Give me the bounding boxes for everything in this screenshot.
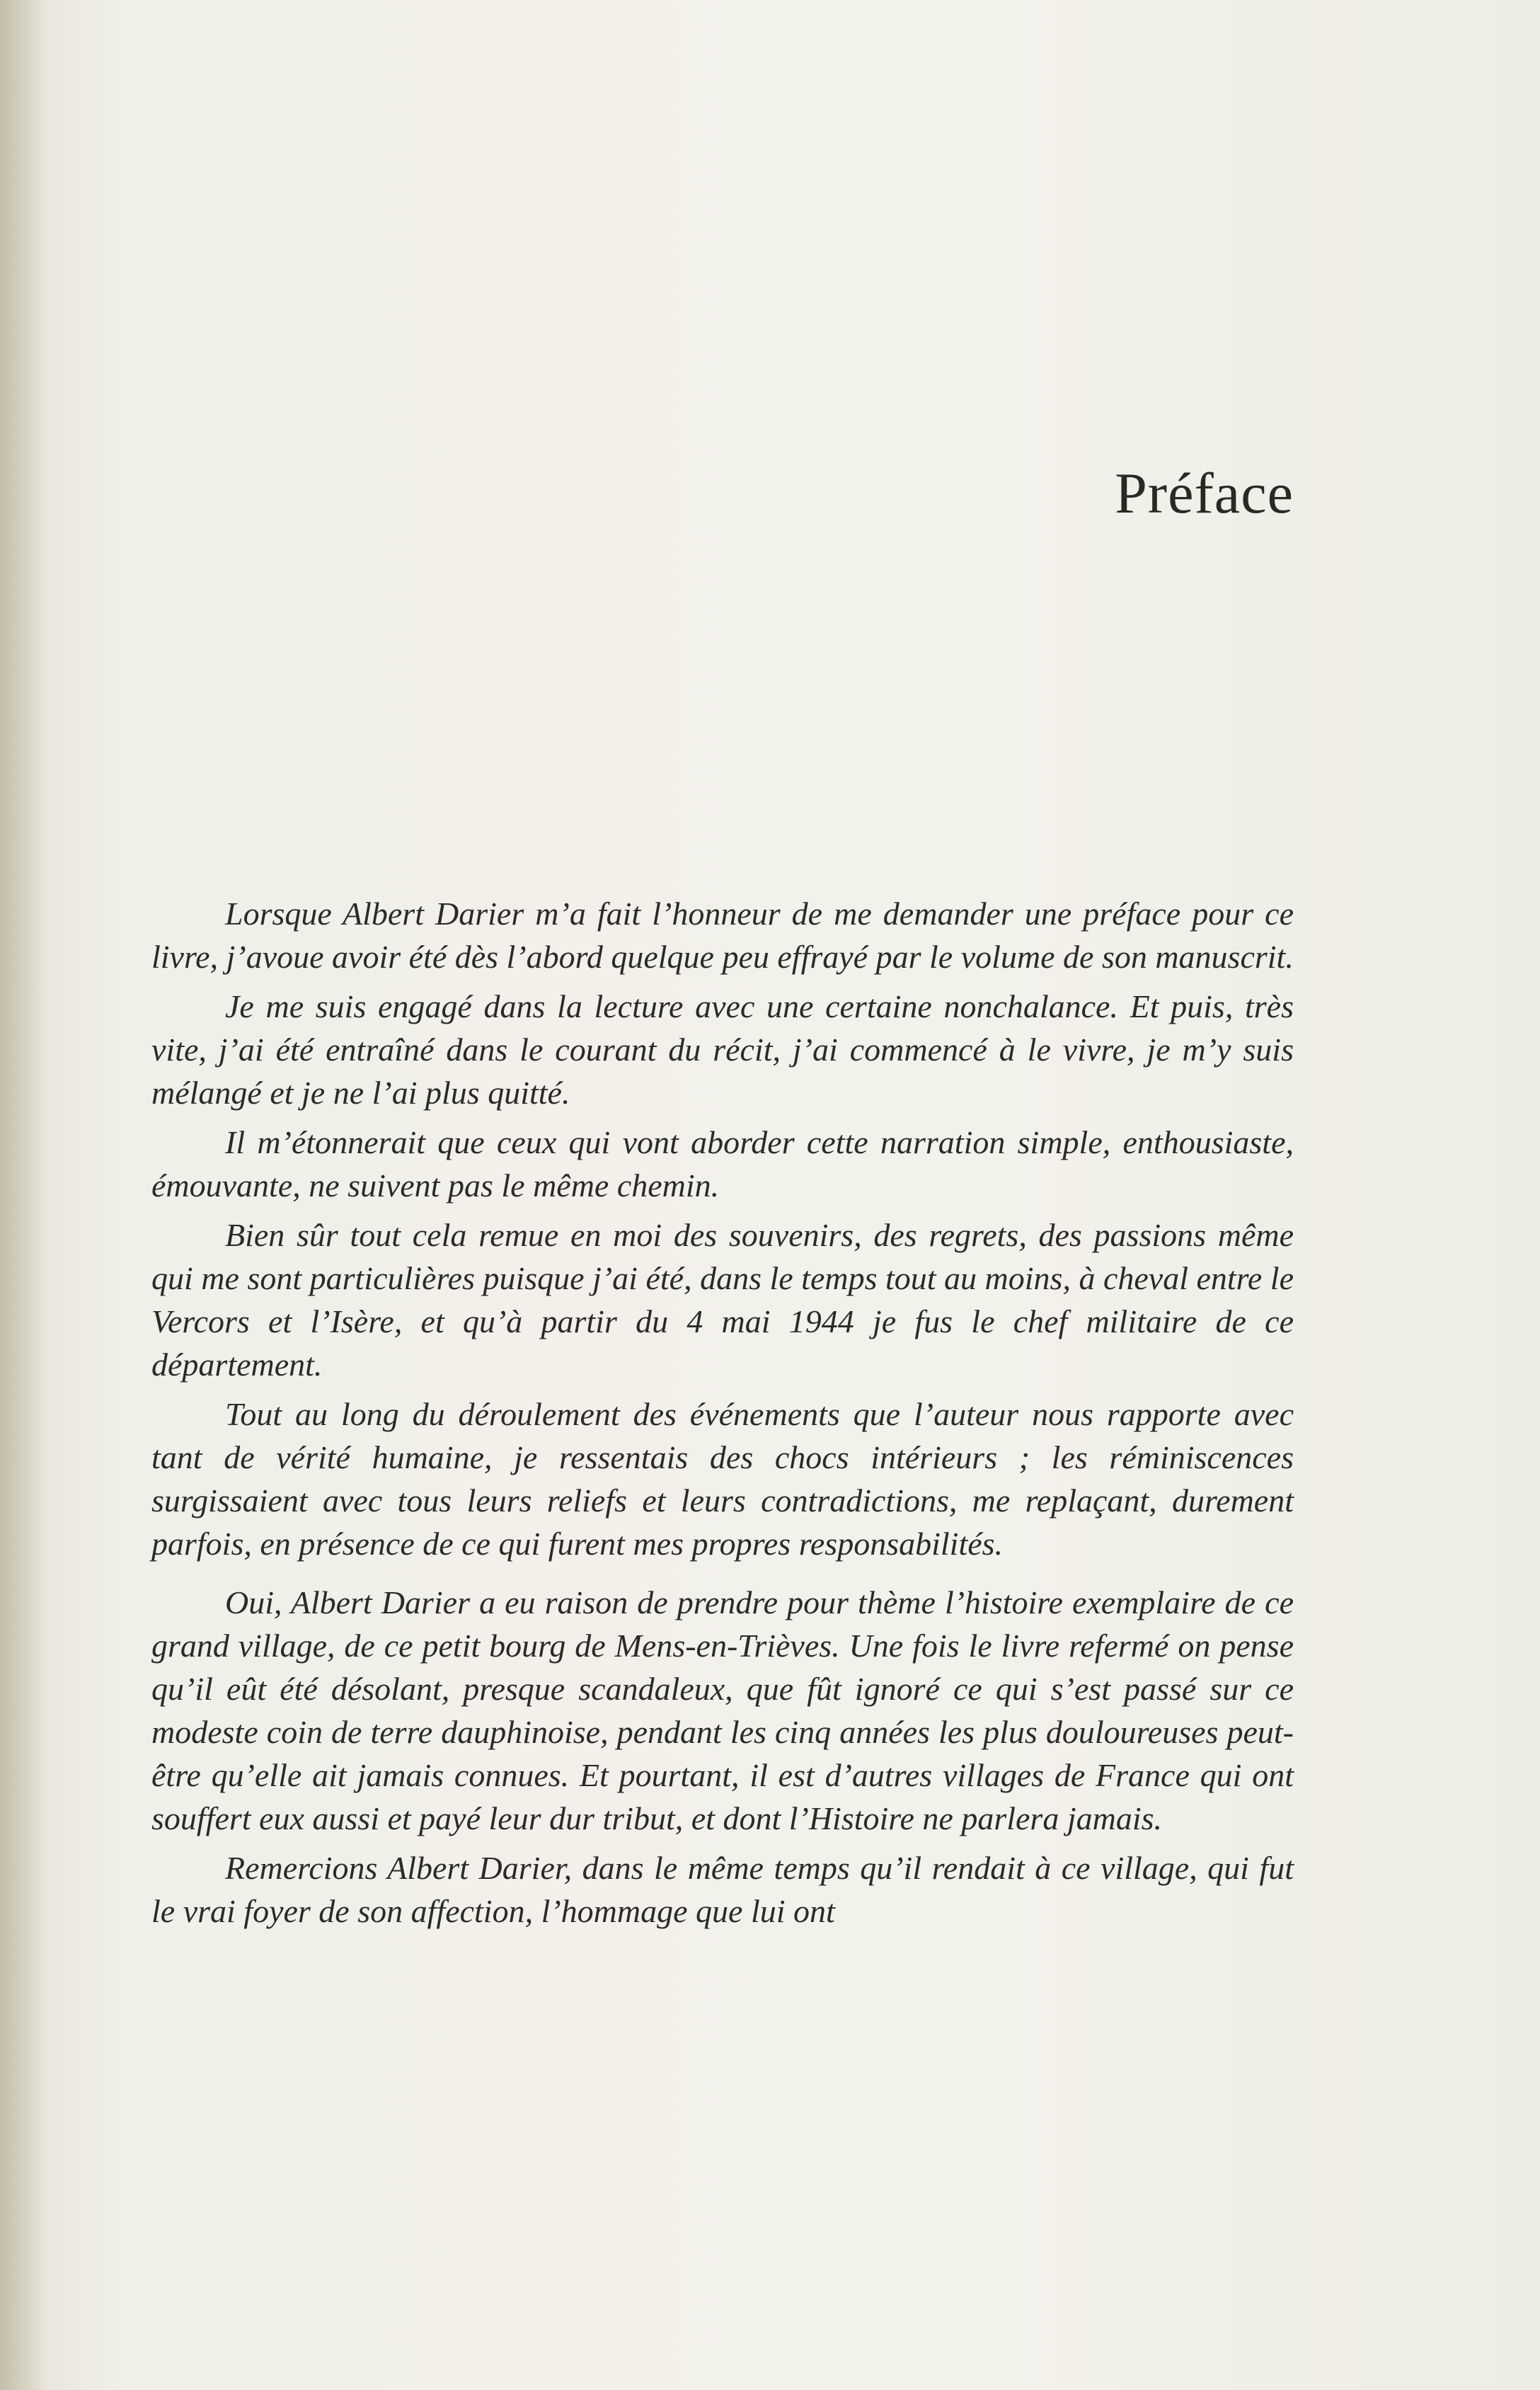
paragraph: Il m’étonnerait que ceux qui vont aborder cette narration simple, enthousiaste, émouvante, ne suivent pas le même chemin.: [151, 1124, 1294, 1203]
paragraph: Oui, Albert Darier a eu raison de prendre pour thème l’histoire exemplaire de ce grand village, de ce petit bourg de Mens-en-Trièves. Une fois le livre refermé on pense qu’il eût été désolant, presque scandaleux, que fût ignoré ce qui s’est passé sur ce modeste coin de terre dauphinoise, pendant les cinq années les plus douloureuses peut-être qu’elle ait jamais connues. Et pourtant, il est d’autres villages de France qui ont souffert eux aussi et payé leur dur tribut, et dont l’Histoire ne parlera jamais.: [151, 1584, 1294, 1836]
spine-shadow: [0, 0, 50, 2390]
paragraph: Lorsque Albert Darier m’a fait l’honneur de me demander une préface pour ce livre, j’avoue avoir été dès l’abord quelque peu effrayé par le volume de son manuscrit.: [151, 896, 1294, 975]
paragraph: Tout au long du déroulement des événements que l’auteur nous rapporte avec tant de vérité humaine, je ressentais des chocs intérieurs ; les réminiscences surgissaient avec tous leurs reliefs et leurs contradictions, me replaçant, durement parfois, en présence de ce qui furent mes propres responsabilités.: [151, 1396, 1294, 1562]
preface-body: [151, 892, 1294, 1939]
paragraph: Remercions Albert Darier, dans le même temps qu’il rendait à ce village, qui fut le vrai foyer de son affection, l’hommage que lui ont: [151, 1850, 1294, 1929]
page-title: Préface: [1115, 461, 1294, 525]
paragraph: Je me suis engagé dans la lecture avec une certaine nonchalance. Et puis, très vite, j’ai été entraîné dans le courant du récit, j’ai commencé à le vivre, je m’y suis mélangé et je ne l’ai plus quitté.: [151, 988, 1294, 1111]
paragraph: Bien sûr tout cela remue en moi des souvenirs, des regrets, des passions même qui me sont particulières puisque j’ai été, dans le temps tout au moins, à cheval entre le Vercors et l’Isère, et qu’à partir du 4 mai 1944 je fus le chef militaire de ce département.: [151, 1217, 1294, 1383]
